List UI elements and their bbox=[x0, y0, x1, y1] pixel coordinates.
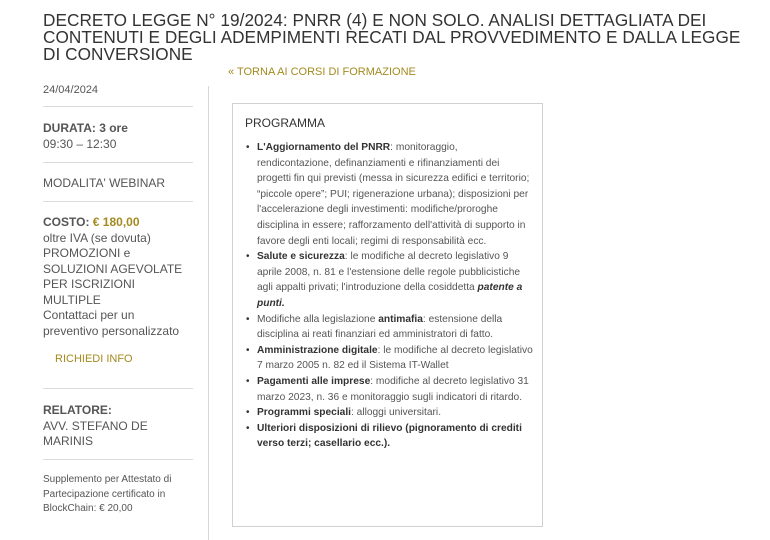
program-item bbox=[244, 421, 534, 452]
item-heading: Programmi speciali bbox=[257, 407, 351, 419]
item-text: : le modifiche al decreto legislativo 9 aprile 2008, n. 81 e l'estensione delle regole pubblicistiche agli appalti privati; l'introduzione della cosiddetta bbox=[257, 251, 521, 294]
program-list bbox=[244, 140, 534, 452]
promo-text: PER ISCRIZIONI bbox=[43, 277, 136, 291]
item-text: : monitoraggio, rendicontazione, definanziamenti e rifinanziamenti dei progetti fin qui previsti (messa in sicurezza edifici e territorio; “piccole opere”; PUI; rigenerazione urbana); disposizioni per l'accelerazione degli investimenti: modifiche/proroghe disciplina in essere; rafforzamento dell'attività di supporto in favore degli enti locali; regimi di responsabilità ecc. bbox=[257, 142, 530, 247]
divider bbox=[43, 388, 193, 389]
item-heading: Pagamenti alle imprese bbox=[257, 375, 371, 387]
item-heading: antimafia bbox=[378, 313, 423, 325]
back-to-courses-link[interactable]: « TORNA AI CORSI DI FORMAZIONE bbox=[228, 66, 416, 78]
duration-block bbox=[43, 121, 128, 152]
program-item bbox=[244, 312, 534, 343]
supplement-block bbox=[43, 473, 171, 517]
item-text: : estensione della disciplina ai reati finanziari ed amministratori di fatto. bbox=[257, 313, 503, 341]
supplement-text: Supplemento per Attestato di bbox=[43, 474, 172, 485]
promo-text: PROMOZIONI e bbox=[43, 246, 131, 260]
item-heading: Salute e sicurezza bbox=[257, 251, 345, 263]
course-time: 09:30 – 12:30 bbox=[43, 136, 117, 151]
divider bbox=[43, 106, 193, 107]
divider bbox=[43, 162, 193, 163]
cost-note: oltre IVA (se dovuta) bbox=[43, 230, 151, 245]
program-item bbox=[244, 343, 534, 374]
item-text: : alloggi universitari. bbox=[351, 407, 442, 419]
program-title: PROGRAMMA bbox=[245, 116, 326, 130]
item-emphasis: patente a punti. bbox=[257, 282, 523, 309]
item-text: Modifiche alla legislazione bbox=[257, 313, 379, 325]
program-item bbox=[244, 374, 534, 405]
supplement-text: BlockChain: € 20,00 bbox=[43, 503, 133, 514]
program-item bbox=[244, 405, 534, 421]
modality-text: MODALITA' WEBINAR bbox=[43, 176, 166, 190]
item-text: : modifiche al decreto legislativo 31 marzo 2023, n. 36 e monitoraggio sugli indicatori di ritardo. bbox=[257, 375, 529, 403]
cost-value: € 180,00 bbox=[92, 215, 140, 229]
program-item bbox=[244, 140, 534, 249]
contact-text: Contattaci per un bbox=[43, 308, 135, 322]
cost-block bbox=[43, 215, 182, 339]
cost-label: COSTO: bbox=[43, 215, 90, 229]
item-heading: Amministrazione digitale bbox=[257, 344, 378, 356]
speaker-block bbox=[43, 403, 148, 450]
supplement-text: Partecipazione certificato in bbox=[43, 488, 166, 500]
program-item bbox=[244, 249, 534, 311]
item-text: : le modifiche al decreto legislativo 7 marzo 2005 n. 82 ed il Sistema IT-Wallet bbox=[257, 344, 533, 372]
divider bbox=[43, 459, 193, 460]
speaker-name: AVV. STEFANO DE bbox=[43, 418, 148, 433]
divider bbox=[43, 201, 193, 202]
speaker-name: MARINIS bbox=[43, 434, 94, 448]
item-heading: Ulteriori disposizioni di rilievo (pignoramento di crediti verso terzi; casellario ecc.). bbox=[257, 422, 522, 450]
promo-text: SOLUZIONI AGEVOLATE bbox=[43, 261, 183, 276]
course-date: 24/04/2024 bbox=[43, 84, 99, 96]
duration-label: DURATA: bbox=[43, 121, 96, 135]
duration-value: 3 ore bbox=[99, 121, 128, 135]
column-divider bbox=[208, 86, 209, 540]
page-title: DECRETO LEGGE N° 19/2024: PNRR (4) E NON SOLO. ANALISI DETTAGLIATA DEI CONTENUTI E DEGLI ADEMPIMENTI RECATI DAL PROVVEDIMENTO E DALLA LEGGE DI CONVERSIONE bbox=[43, 10, 741, 64]
request-info-button[interactable]: RICHIEDI INFO bbox=[55, 353, 133, 365]
speaker-label: RELATORE: bbox=[43, 403, 112, 417]
item-heading: L'Aggiornamento del PNRR bbox=[257, 142, 391, 153]
contact-text: preventivo personalizzato bbox=[43, 323, 180, 338]
program-panel bbox=[232, 103, 543, 527]
promo-text: MULTIPLE bbox=[43, 292, 101, 307]
